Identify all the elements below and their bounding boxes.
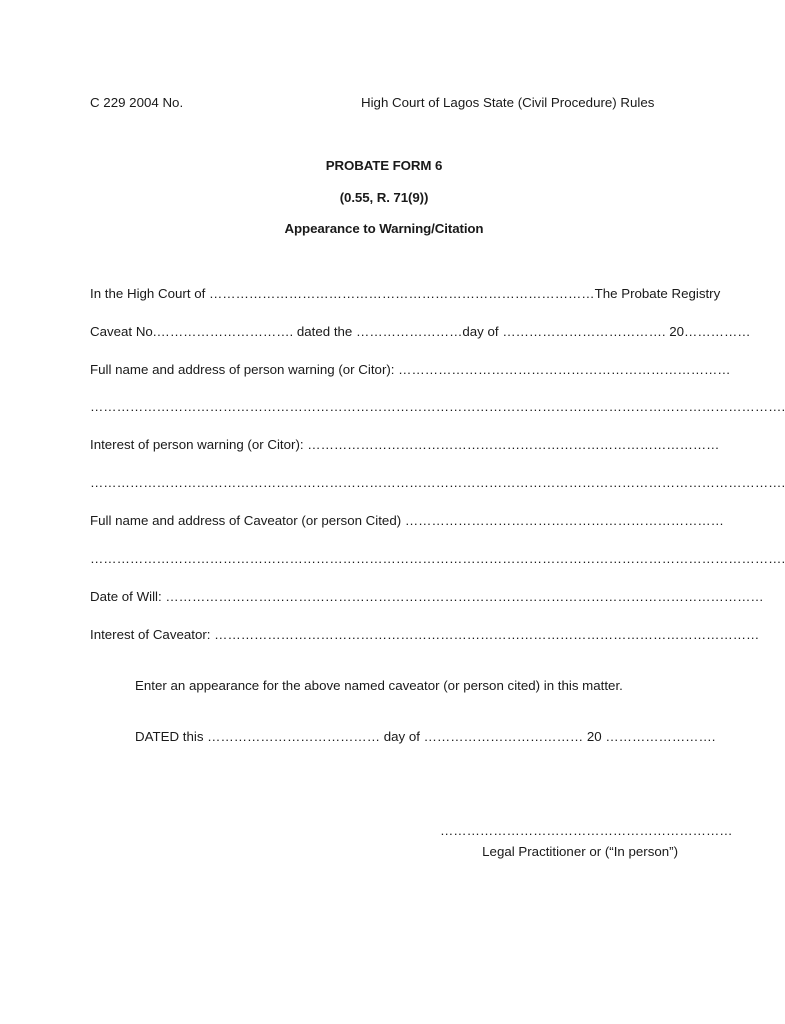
warner-name-line: Full name and address of person warning (or Citor): ………………………………………………………………… <box>90 362 731 377</box>
form-subject: Appearance to Warning/Citation <box>284 221 484 236</box>
caveator-interest-line: Interest of Caveator: …………………………………………………………………………………………………………… <box>90 627 760 642</box>
dated-line: DATED this ………………………………… day of ……………………………… 20 ……………………. <box>135 729 716 744</box>
signature-label: Legal Practitioner or (“In person”) <box>482 844 678 859</box>
rules-title: High Court of Lagos State (Civil Procedure) Rules <box>361 95 655 110</box>
court-line <box>90 286 721 304</box>
will-date-line: Date of Will: ……………………………………………………………………………………………………………………… <box>90 589 764 604</box>
probate-registry-label: The Probate Registry <box>594 286 721 301</box>
caveator-name-line: Full name and address of Caveator (or person Cited) ……………………………………………………………… <box>90 513 724 528</box>
signature-line: ………………………………………………………… <box>440 823 733 838</box>
gazette-reference: C 229 2004 No. <box>90 95 184 110</box>
appearance-instruction: Enter an appearance for the above named caveator (or person cited) in this matter. <box>135 678 623 693</box>
warner-interest-line: Interest of person warning (or Citor): ………………………………………………………………………………… <box>90 437 720 452</box>
warner-interest-continuation: …………………………………………………………………………………………………………………………………………. <box>90 475 785 490</box>
caveat-line: Caveat No.…………………………. dated the ……………………day of ………………………………. 20…………… <box>90 324 751 339</box>
court-field: In the High Court of …………………………………………………………………………… <box>90 286 595 301</box>
warner-name-continuation: …………………………………………………………………………………………………………………………………………. <box>90 399 785 414</box>
caveator-name-continuation: …………………………………………………………………………………………………………………………………………. <box>90 551 785 566</box>
form-title: PROBATE FORM 6 <box>325 158 443 173</box>
order-rule-reference: (0.55, R. 71(9)) <box>339 190 429 205</box>
